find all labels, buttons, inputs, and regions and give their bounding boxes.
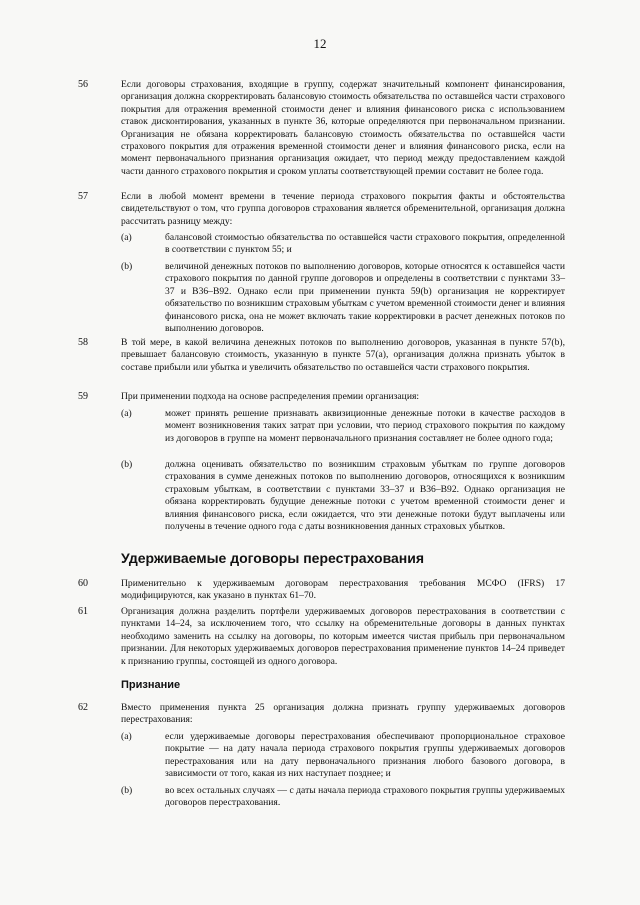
paragraph-text: В той мере, в какой величина денежных потоков по выполнению договоров, указанная в пункте 57(b), превышает балансовую стоимость, указанную в пункте 57(a), организация должна признать убыток в составе прибыли или убытка и увеличить обязательство по оставшейся части страхового покрытия. bbox=[121, 337, 565, 373]
section-heading: Удерживаемые договоры перестрахования bbox=[121, 550, 425, 566]
subitem-label: (b) bbox=[121, 785, 133, 796]
paragraph-text: При применении подхода на основе распределения премии организация: bbox=[121, 391, 420, 402]
paragraph-text: Если в любой момент времени в течение периода страхового покрытия факты и обстоятельства свидетельствуют о том, что группа договоров страхования является обременительной, организация должна рассчитать разницу между: bbox=[121, 191, 565, 227]
subitem-text: во всех остальных случаях — с даты начала периода страхового покрытия группы удерживаемых договоров перестрахования. bbox=[165, 785, 565, 809]
subitem-text: величиной денежных потоков по выполнению договоров, которые относятся к оставшейся части страхового покрытия по данной группе договоров и определены в соответствии с пунктами 33–37 и B36–B92. Однако если при применении пункта 59(b) организация не корректирует обязательство по возникшим страховым убыткам с учетом временной стоимости денег и влияния финансового риска, она не может включать такие корректировки в расчет денежных потоков по выполнению договоров. bbox=[165, 261, 565, 335]
subsection-heading: Признание bbox=[121, 679, 181, 691]
paragraph-text: Организация должна разделить портфели удерживаемых договоров перестрахования в соответствии с пунктами 14–24, за исключением того, что ссылку на обременительные договоры в данных пунктах необходимо заменить на ссылку на договоры, по которым имеется чистая прибыль при первоначальном признании. Для некоторых удерживаемых договоров перестрахования применение пунктов 14–24 приведет к признанию группы, состоящей из одного договора. bbox=[121, 606, 565, 667]
subitem-label: (a) bbox=[121, 232, 132, 243]
subitem-label: (b) bbox=[121, 459, 133, 470]
paragraph-number: 62 bbox=[78, 702, 88, 713]
subitem-text: должна оценивать обязательство по возникшим страховым убыткам по группе договоров страхования в сумме денежных потоков по выполнению договоров, относящихся к возникшим страховым убыткам, в соответствии с пунктами 33–37 и B36–B92. Однако организация не обязана корректировать будущие денежные потоки с учетом временной стоимости денег и влияния финансового риска, если ожидается, что эти денежные потоки будут выплачены или получены в течение одного года с даты возникновения данных страховых убытков. bbox=[165, 459, 565, 533]
paragraph-number: 61 bbox=[78, 606, 88, 617]
paragraph-number: 60 bbox=[78, 578, 88, 589]
paragraph-number: 58 bbox=[78, 337, 88, 348]
subitem-label: (a) bbox=[121, 731, 132, 742]
paragraph-number: 57 bbox=[78, 191, 88, 202]
subitem-label: (b) bbox=[121, 261, 133, 272]
subitem-label: (a) bbox=[121, 408, 132, 419]
paragraph-number: 59 bbox=[78, 391, 88, 402]
page-number: 12 bbox=[313, 36, 327, 51]
paragraph-number: 56 bbox=[78, 79, 88, 90]
paragraph-text: Вместо применения пункта 25 организация должна признать группу удерживаемых договоров перестрахования: bbox=[121, 702, 565, 726]
subitem-text: может принять решение признавать аквизиционные денежные потоки в качестве расходов в момент возникновения таких затрат при условии, что период страхового покрытия по каждому из договоров в группе на момент первоначального признания составляет не более одного года; bbox=[165, 408, 565, 444]
subitem-text: если удерживаемые договоры перестрахования обеспечивают пропорциональное страховое покрытие — на дату начала периода страхового покрытия группы удерживаемых договоров перестрахования или на дату первоначального признания любого базового договора, в зависимости от того, какая из них наступает позднее; и bbox=[165, 731, 565, 780]
subitem-text: балансовой стоимостью обязательства по оставшейся части страхового покрытия, определенной в соответствии с пунктом 55; и bbox=[165, 232, 565, 256]
paragraph-text: Если договоры страхования, входящие в группу, содержат значительный компонент финансирования, организация должна скорректировать балансовую стоимость обязательства по оставшейся части страхового покрытия для отражения временной стоимости денег и влияния финансового риска с использованием ставок дисконтирования, указанных в пункте 36, которые определяются при первоначальном признании. Организация не обязана корректировать балансовую стоимость обязательства по оставшейся части страхового покрытия для отражения временной стоимости денег и влияния финансового риска, если на момент первоначального признания организация ожидает, что период между предоставлением каждой части данного страхового покрытия и сроком уплаты соответствующей премии составит не более года. bbox=[121, 79, 565, 177]
paragraph-text: Применительно к удерживаемым договорам перестрахования требования МСФО (IFRS) 17 модифицируются, как указано в пунктах 61–70. bbox=[121, 578, 565, 602]
